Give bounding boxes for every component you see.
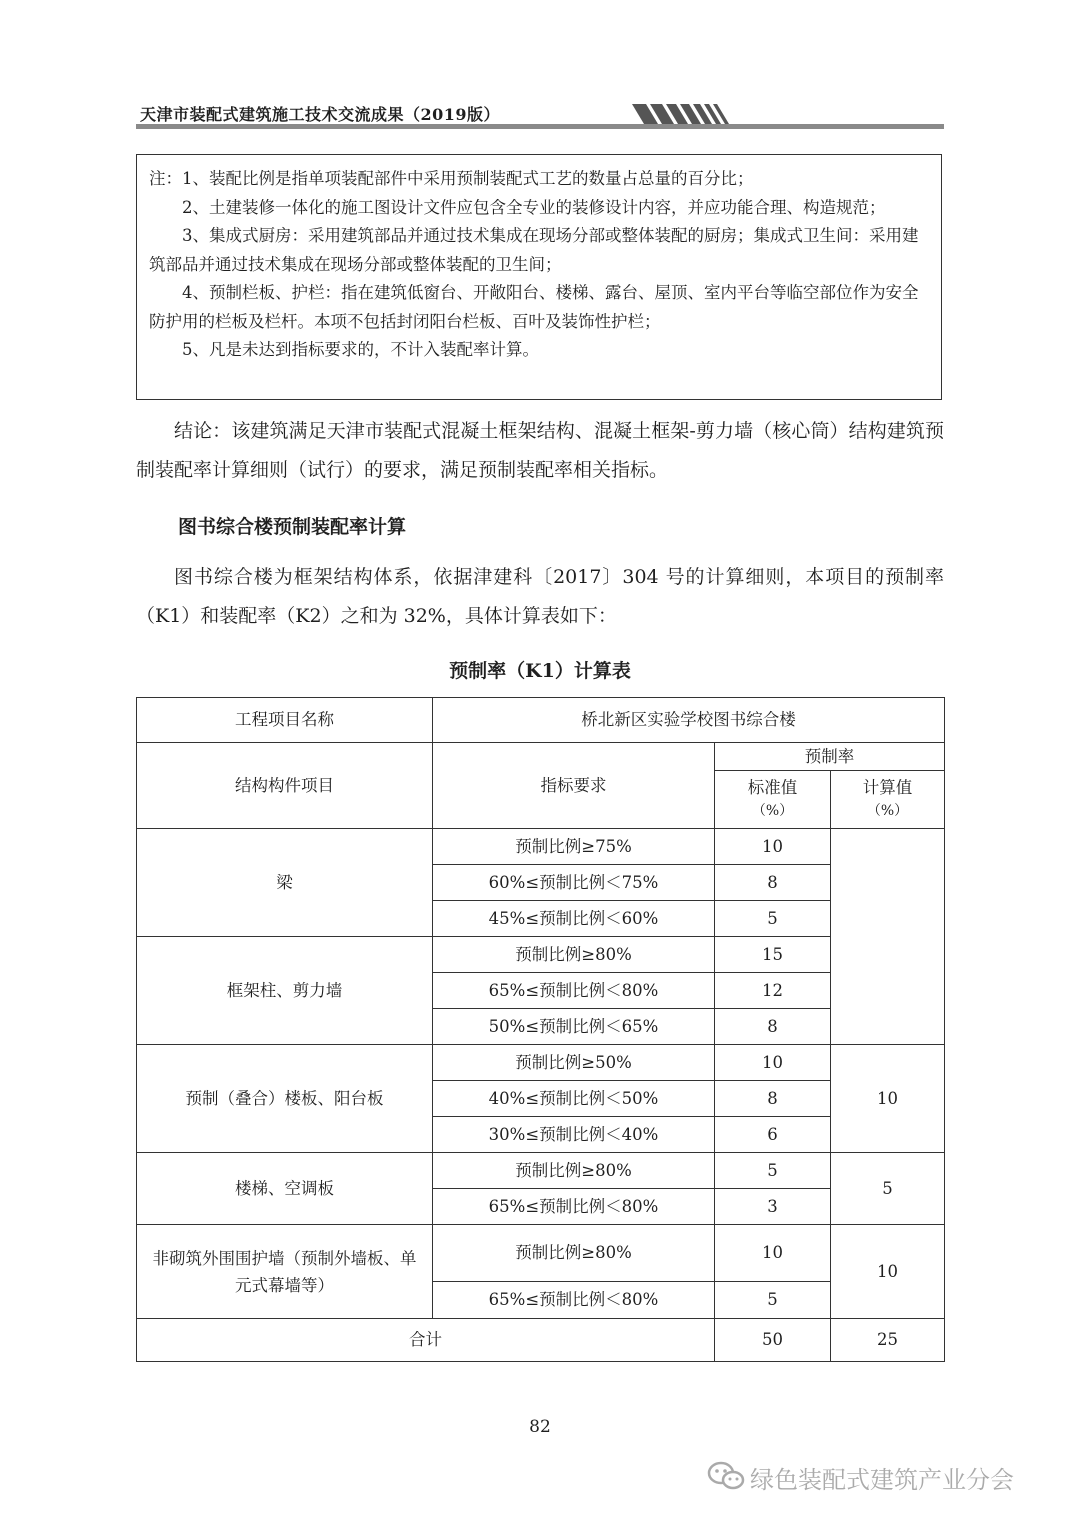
project-name: 桥北新区实验学校图书综合楼 [433, 698, 945, 743]
header-calculated [831, 771, 945, 829]
requirement-cell: 预制比例≥80% [433, 1153, 715, 1189]
intro-paragraph: 图书综合楼为框架结构体系，依据津建科〔2017〕304 号的计算细则，本项目的预制率（K1）和装配率（K2）之和为 32%，具体计算表如下： [136, 566, 944, 627]
requirement-cell: 预制比例≥80% [433, 937, 715, 973]
requirement-cell: 预制比例≥75% [433, 829, 715, 865]
standard-cell: 8 [715, 1009, 831, 1045]
table-row [137, 1045, 945, 1081]
table-row [137, 937, 945, 973]
note-1: 注：1、装配比例是指单项装配部件中采用预制装配式工艺的数量占总量的百分比； [149, 169, 754, 188]
table-row [137, 1225, 945, 1282]
header-calculated-label: 计算值 [862, 778, 913, 797]
table-row [137, 1153, 945, 1189]
total-label: 合计 [137, 1319, 715, 1362]
header-rate: 预制率 [715, 743, 945, 771]
notes-box [136, 154, 942, 400]
requirement-cell: 65%≤预制比例＜80% [433, 973, 715, 1009]
header-stripes-decoration [632, 102, 732, 126]
group-name: 楼梯、空调板 [137, 1153, 433, 1225]
note-2: 2、土建装修一体化的施工图设计文件应包含全专业的装修设计内容，并应功能合理、构造规范； [182, 197, 886, 217]
header-calculated-unit: （%） [866, 803, 909, 819]
standard-cell: 5 [715, 1282, 831, 1319]
requirement-cell: 45%≤预制比例＜60% [433, 901, 715, 937]
requirement-cell: 65%≤预制比例＜80% [433, 1189, 715, 1225]
k1-table [136, 697, 945, 1362]
page-number: 82 [529, 1417, 551, 1437]
section-title: 图书综合楼预制装配率计算 [178, 516, 407, 538]
calc-cell: 10 [831, 1225, 945, 1319]
total-calculated: 25 [831, 1319, 945, 1362]
total-standard: 50 [715, 1319, 831, 1362]
standard-cell: 10 [715, 1225, 831, 1282]
requirement-cell: 40%≤预制比例＜50% [433, 1081, 715, 1117]
requirement-cell: 预制比例≥50% [433, 1045, 715, 1081]
table-row [137, 698, 945, 743]
note-3: 3、集成式厨房：采用建筑部品并通过技术集成在现场分部或整体装配的厨房；集成式卫生间：采用建筑部品并通过技术集成在现场分部或整体装配的卫生间； [149, 226, 919, 274]
standard-cell: 12 [715, 973, 831, 1009]
standard-cell: 10 [715, 1045, 831, 1081]
group-name: 非砌筑外围围护墙（预制外墙板、单元式幕墙等） [137, 1225, 433, 1319]
table-row [137, 1319, 945, 1362]
calc-cell: 10 [831, 1045, 945, 1153]
table-row [137, 743, 945, 771]
table-row [137, 829, 945, 865]
standard-cell: 8 [715, 1081, 831, 1117]
standard-cell: 5 [715, 901, 831, 937]
requirement-cell: 60%≤预制比例＜75% [433, 865, 715, 901]
watermark-text: 绿色装配式建筑产业分会 [750, 1466, 1014, 1494]
standard-cell: 6 [715, 1117, 831, 1153]
standard-cell: 5 [715, 1153, 831, 1189]
table-title: 预制率（K1）计算表 [449, 660, 631, 682]
header-standard-label: 标准值 [747, 778, 798, 797]
group-name: 梁 [137, 829, 433, 937]
running-header [136, 100, 944, 130]
note-5: 5、凡是未达到指标要求的，不计入装配率计算。 [182, 340, 539, 359]
calc-cell [831, 829, 945, 1045]
requirement-cell: 65%≤预制比例＜80% [433, 1282, 715, 1319]
standard-cell: 15 [715, 937, 831, 973]
conclusion-paragraph: 结论：该建筑满足天津市装配式混凝土框架结构、混凝土框架-剪力墙（核心筒）结构建筑预制装配率计算细则（试行）的要求，满足预制装配率相关指标。 [136, 420, 944, 481]
group-name: 框架柱、剪力墙 [137, 937, 433, 1045]
standard-cell: 10 [715, 829, 831, 865]
header-rule [136, 124, 944, 129]
note-4: 4、预制栏板、护栏：指在建筑低窗台、开敞阳台、楼梯、露台、屋顶、室内平台等临空部位作为安全防护用的栏板及栏杆。本项不包括封闭阳台栏板、百叶及装饰性护栏； [149, 283, 919, 331]
requirement-cell: 预制比例≥80% [433, 1225, 715, 1282]
standard-cell: 8 [715, 865, 831, 901]
standard-cell: 3 [715, 1189, 831, 1225]
requirement-cell: 30%≤预制比例＜40% [433, 1117, 715, 1153]
header-standard-unit: （%） [751, 803, 794, 819]
header-standard [715, 771, 831, 829]
project-label: 工程项目名称 [137, 698, 433, 743]
header-title: 天津市装配式建筑施工技术交流成果（2019版） [140, 105, 501, 124]
header-item: 结构构件项目 [137, 743, 433, 829]
calc-cell: 5 [831, 1153, 945, 1225]
wechat-icon [706, 1460, 746, 1492]
requirement-cell: 50%≤预制比例＜65% [433, 1009, 715, 1045]
header-requirement: 指标要求 [433, 743, 715, 829]
group-name: 预制（叠合）楼板、阳台板 [137, 1045, 433, 1153]
